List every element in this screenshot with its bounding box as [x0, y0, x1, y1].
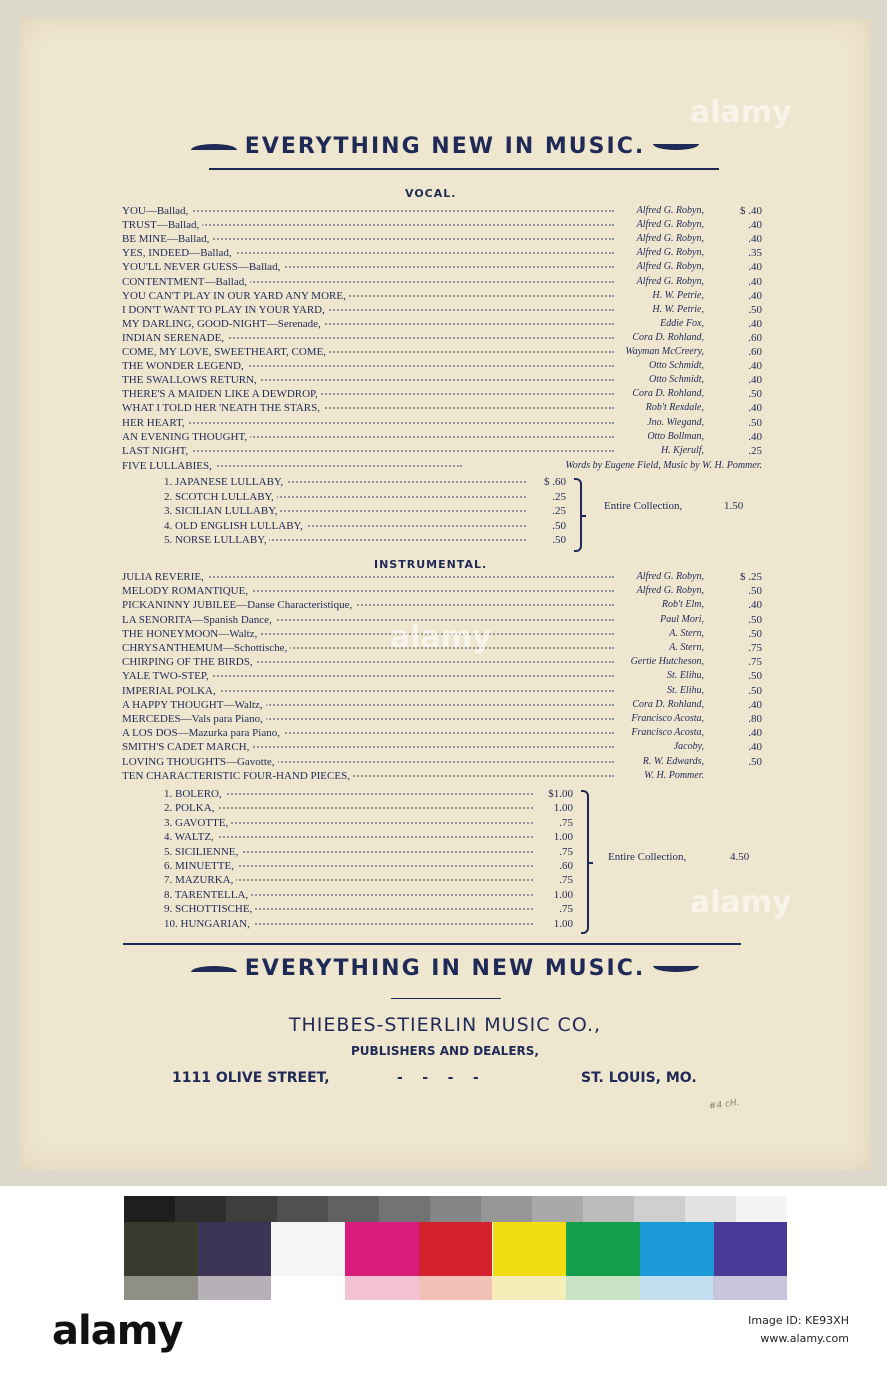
sub-item-title: 2. SCOTCH LULLABY, — [164, 491, 277, 503]
sub-item-price: .75 — [559, 816, 573, 829]
sub-item — [164, 802, 581, 816]
item-title: YOU'LL NEVER GUESS—Ballad, — [122, 261, 283, 273]
list-item — [122, 571, 762, 585]
list-item — [122, 727, 762, 741]
swatch — [640, 1222, 714, 1276]
item-price: .50 — [748, 303, 762, 316]
sub-item-title: 4. WALTZ, — [164, 831, 217, 843]
item-composer: Jno. Wiegand, — [644, 417, 704, 428]
item-price: .40 — [748, 275, 762, 288]
sub-item-price: 1.00 — [553, 888, 573, 901]
image-id: Image ID: KE93XH — [748, 1314, 849, 1327]
watermark-overlay: alamy — [690, 95, 792, 130]
list-item — [122, 205, 762, 219]
item-title: COME, MY LOVE, SWEETHEART, COME, — [122, 346, 329, 358]
list-item — [122, 360, 762, 374]
item-price: .50 — [748, 684, 762, 697]
item-price: .50 — [748, 585, 762, 598]
company-subtitle: PUBLISHERS AND DEALERS, — [351, 1044, 539, 1058]
sub-item-title: 8. TARENTELLA, — [164, 889, 251, 901]
sub-item — [164, 846, 581, 860]
item-price: .50 — [748, 416, 762, 429]
item-composer: Wayman McCreery, — [622, 346, 704, 357]
item-price: .40 — [748, 402, 762, 415]
item-title: WHAT I TOLD HER 'NEATH THE STARS, — [122, 402, 323, 414]
item-composer: A. Stern, — [666, 642, 704, 653]
list-item — [122, 417, 762, 431]
list-item — [122, 219, 762, 233]
page-title: EVERYTHING NEW IN MUSIC. — [244, 134, 646, 159]
sub-item-price: .25 — [552, 490, 566, 503]
company-city: ST. LOUIS, MO. — [581, 1070, 697, 1086]
sub-item-title: 3. GAVOTTE, — [164, 817, 231, 829]
header-banner — [19, 134, 871, 159]
sub-item-title: 2. POLKA, — [164, 802, 217, 814]
sub-item — [164, 788, 581, 802]
list-item — [122, 247, 762, 261]
item-composer: Eddie Fox, — [657, 318, 704, 329]
item-composer: Otto Schmidt, — [646, 360, 704, 371]
swoosh-ornament-icon — [653, 966, 699, 972]
swatch — [271, 1222, 345, 1276]
sub-item-price: .75 — [559, 845, 573, 858]
item-title: YOU CAN'T PLAY IN OUR YARD ANY MORE, — [122, 290, 349, 302]
swatch — [345, 1222, 419, 1276]
item-composer: Rob't Elm, — [659, 599, 704, 610]
item-title: THERE'S A MAIDEN LIKE A DEWDROP, — [122, 388, 321, 400]
item-price: .50 — [748, 755, 762, 768]
sub-item-title: 4. OLD ENGLISH LULLABY, — [164, 520, 306, 532]
footer-banner — [19, 956, 871, 981]
item-price: .60 — [748, 331, 762, 344]
grey-scale-strip — [124, 1196, 787, 1222]
sub-item-price: $ .60 — [544, 476, 566, 488]
item-composer: Alfred G. Robyn, — [634, 233, 704, 244]
swoosh-ornament-icon — [191, 144, 237, 150]
lullaby-collection-price: 1.50 — [724, 500, 744, 512]
list-item — [122, 770, 762, 784]
list-item — [122, 261, 762, 275]
header-rule — [209, 168, 719, 170]
sub-item-price: 1.00 — [553, 917, 573, 930]
sub-item — [164, 918, 581, 932]
sub-item-title: 5. SICILIENNE, — [164, 846, 241, 858]
item-title: JULIA REVERIE, — [122, 571, 207, 583]
sub-item-title: 9. SCHOTTISCHE, — [164, 903, 255, 915]
list-item — [122, 741, 762, 755]
sub-item-title: 1. JAPANESE LULLABY, — [164, 476, 286, 488]
list-item — [122, 599, 762, 613]
sub-item-price: .50 — [552, 519, 566, 532]
item-price: .80 — [748, 713, 762, 725]
item-title: HER HEART, — [122, 417, 188, 429]
list-item — [122, 756, 762, 770]
item-composer: Alfred G. Robyn, — [634, 261, 704, 272]
item-title: THE WONDER LEGEND, — [122, 360, 247, 372]
item-title: I DON'T WANT TO PLAY IN YOUR YARD, — [122, 304, 328, 316]
item-title: LOVING THOUGHTS—Gavotte, — [122, 756, 278, 768]
lullabies-credit: Words by Eugene Field, Music by W. H. Pommer. — [562, 460, 762, 471]
item-price: .50 — [748, 627, 762, 640]
sub-item-title: 3. SICILIAN LULLABY, — [164, 505, 280, 517]
sub-item-price: $1.00 — [548, 788, 573, 800]
item-title: YES, INDEED—Ballad, — [122, 247, 235, 259]
item-title: LAST NIGHT, — [122, 445, 191, 457]
item-composer: Alfred G. Robyn, — [634, 205, 704, 216]
swatch — [419, 1222, 493, 1276]
item-title: MERCEDES—Vals para Piano, — [122, 713, 266, 725]
sub-item-title: 7. MAZURKA, — [164, 874, 236, 886]
item-title: MELODY ROMANTIQUE, — [122, 585, 251, 597]
item-title: THE SWALLOWS RETURN, — [122, 374, 260, 386]
item-composer: St. Elihu, — [664, 685, 704, 696]
sub-item-price: 1.00 — [553, 802, 573, 815]
list-item — [122, 276, 762, 290]
item-price: .40 — [748, 698, 762, 711]
four-hand-collection-label: Entire Collection, — [608, 851, 687, 863]
swatch — [493, 1222, 567, 1276]
alamy-logo: alamy — [52, 1308, 183, 1354]
item-price: $ .25 — [740, 571, 762, 583]
item-composer: Alfred G. Robyn, — [634, 247, 704, 258]
list-item — [122, 699, 762, 713]
sub-item-price: .50 — [552, 534, 566, 546]
swatch — [124, 1222, 198, 1276]
list-item — [122, 656, 762, 670]
lullaby-brace — [574, 478, 582, 552]
item-price: .40 — [748, 233, 762, 246]
company-name: THIEBES-STIERLIN MUSIC CO., — [288, 1014, 602, 1036]
sub-item — [164, 520, 574, 534]
item-composer: Jacoby, — [671, 741, 704, 752]
item-title: A HAPPY THOUGHT—Waltz, — [122, 699, 266, 711]
sub-item-price: .25 — [552, 505, 566, 517]
swatch — [566, 1222, 640, 1276]
item-composer: Cora D. Rohland, — [629, 388, 704, 399]
sub-item — [164, 889, 581, 903]
list-item — [122, 685, 762, 699]
item-price: .60 — [748, 346, 762, 358]
sub-item-title: 5. NORSE LULLABY, — [164, 534, 269, 546]
instrumental-heading: INSTRUMENTAL. — [374, 558, 488, 571]
sub-item — [164, 476, 574, 490]
item-composer: Paul Mori, — [657, 614, 704, 625]
sub-item — [164, 817, 581, 831]
sub-item-price: 1.00 — [553, 831, 573, 844]
item-price: .75 — [748, 642, 762, 654]
item-price: .40 — [748, 599, 762, 612]
swatch — [198, 1222, 272, 1276]
four-hand-brace — [581, 790, 589, 934]
item-price: .40 — [748, 430, 762, 443]
dot-leader — [164, 836, 533, 838]
sub-item-price: .60 — [559, 860, 573, 872]
item-composer: Cora D. Rohland, — [629, 699, 704, 710]
item-title: PICKANINNY JUBILEE—Danse Characteristique, — [122, 599, 355, 611]
lullaby-collection-label: Entire Collection, — [604, 500, 683, 512]
sub-item-price: .75 — [559, 903, 573, 916]
sub-item-price: .75 — [559, 874, 573, 887]
lullabies-row — [122, 460, 762, 474]
item-title: MY DARLING, GOOD-NIGHT—Serenade, — [122, 318, 324, 330]
sub-item-title: 10. HUNGARIAN, — [164, 918, 253, 930]
item-composer: W. H. Pommer. — [641, 770, 704, 781]
list-item — [122, 290, 762, 304]
item-price: .50 — [748, 670, 762, 683]
list-item — [122, 233, 762, 247]
item-composer: Alfred G. Robyn, — [634, 276, 704, 287]
swoosh-ornament-icon — [191, 966, 237, 972]
sub-item — [164, 860, 581, 874]
list-item — [122, 713, 762, 727]
item-price: .40 — [748, 374, 762, 387]
item-title: LA SENORITA—Spanish Dance, — [122, 614, 275, 626]
item-composer: Gertie Hutcheson, — [628, 656, 704, 667]
list-item — [122, 304, 762, 318]
item-title: INDIAN SERENADE, — [122, 332, 227, 344]
list-item — [122, 318, 762, 332]
sub-item — [164, 831, 581, 845]
list-item — [122, 585, 762, 599]
item-price: $ .40 — [740, 205, 762, 217]
address-dashes: - - - - — [397, 1070, 479, 1086]
swatch — [714, 1222, 788, 1276]
item-price: .75 — [748, 656, 762, 669]
item-composer: Francisco Acosta, — [628, 727, 704, 738]
sub-item — [164, 534, 574, 548]
item-composer: Alfred G. Robyn, — [634, 585, 704, 596]
dot-leader — [164, 807, 533, 809]
item-title: A LOS DOS—Mazurka para Piano, — [122, 727, 283, 739]
watermark-overlay: alamy — [390, 620, 492, 655]
item-composer: Alfred G. Robyn, — [634, 571, 704, 582]
sub-item — [164, 903, 581, 917]
item-composer: H. W. Petrie, — [649, 290, 704, 301]
footer-rule — [123, 943, 741, 945]
item-composer: H. Kjerulf, — [658, 445, 704, 456]
company-street: 1111 OLIVE STREET, — [172, 1070, 330, 1086]
watermark-overlay: alamy — [690, 885, 792, 920]
item-price: .25 — [748, 444, 762, 457]
list-item — [122, 346, 762, 360]
item-title: AN EVENING THOUGHT, — [122, 431, 250, 443]
item-title: YALE TWO-STEP, — [122, 670, 212, 682]
sub-item — [164, 874, 581, 888]
dot-leader — [122, 422, 614, 424]
list-item — [122, 402, 762, 416]
item-composer: Otto Schmidt, — [646, 374, 704, 385]
sub-item — [164, 505, 574, 519]
four-hand-collection-price: 4.50 — [730, 851, 750, 863]
item-composer: R. W. Edwards, — [640, 756, 704, 767]
item-composer: H. W. Petrie, — [649, 304, 704, 315]
item-price: .40 — [748, 317, 762, 330]
item-title: THE HONEYMOON—Waltz, — [122, 628, 260, 640]
item-price: .40 — [748, 261, 762, 274]
item-price: .40 — [748, 741, 762, 754]
item-price: .35 — [748, 247, 762, 260]
item-title: CONTENTMENT—Ballad, — [122, 276, 250, 288]
lullabies-title: FIVE LULLABIES, — [122, 460, 215, 472]
item-title: IMPERIAL POLKA, — [122, 685, 219, 697]
item-price: .40 — [748, 727, 762, 740]
list-item — [122, 374, 762, 388]
item-title: SMITH'S CADET MARCH, — [122, 741, 252, 753]
sheet-music-page — [19, 18, 871, 1170]
item-title: TEN CHARACTERISTIC FOUR-HAND PIECES, — [122, 770, 353, 782]
image-id-block — [748, 1312, 849, 1348]
item-title: CHRYSANTHEMUM—Schottische, — [122, 642, 290, 654]
item-composer: Alfred G. Robyn, — [634, 219, 704, 230]
swoosh-ornament-icon — [653, 144, 699, 150]
item-title: CHIRPING OF THE BIRDS, — [122, 656, 256, 668]
item-price: .40 — [748, 360, 762, 373]
item-composer: St. Elihu, — [664, 670, 704, 681]
item-composer: A. Stern, — [666, 628, 704, 639]
sub-item-title: 1. BOLERO, — [164, 788, 225, 800]
footer-short-rule — [391, 998, 501, 999]
item-title: BE MINE—Ballad, — [122, 233, 212, 245]
item-composer: Rob't Rexdale, — [643, 402, 704, 413]
item-price: .40 — [748, 289, 762, 302]
item-composer: Francisco Acosta, — [628, 713, 704, 724]
vocal-heading: VOCAL. — [405, 187, 457, 200]
color-calibration-bar — [124, 1196, 787, 1300]
sub-item-title: 6. MINUETTE, — [164, 860, 237, 872]
item-price: .40 — [748, 219, 762, 232]
list-item — [122, 445, 762, 459]
item-price: .50 — [748, 613, 762, 626]
item-title: YOU—Ballad, — [122, 205, 191, 217]
list-item — [122, 431, 762, 445]
sub-item — [164, 491, 574, 505]
list-item — [122, 388, 762, 402]
tint-strip — [124, 1276, 787, 1300]
pencil-note: #4 cH. — [708, 1097, 741, 1113]
list-item — [122, 332, 762, 346]
list-item — [122, 670, 762, 684]
site-url: www.alamy.com — [760, 1332, 849, 1345]
item-composer: Cora D. Rohland, — [629, 332, 704, 343]
dot-leader — [122, 450, 614, 452]
item-title: TRUST—Ballad, — [122, 219, 202, 231]
dot-leader — [122, 210, 614, 212]
footer-banner-text: EVERYTHING IN NEW MUSIC. — [244, 956, 646, 981]
item-price: .50 — [748, 388, 762, 401]
item-composer: Otto Bollman, — [644, 431, 704, 442]
